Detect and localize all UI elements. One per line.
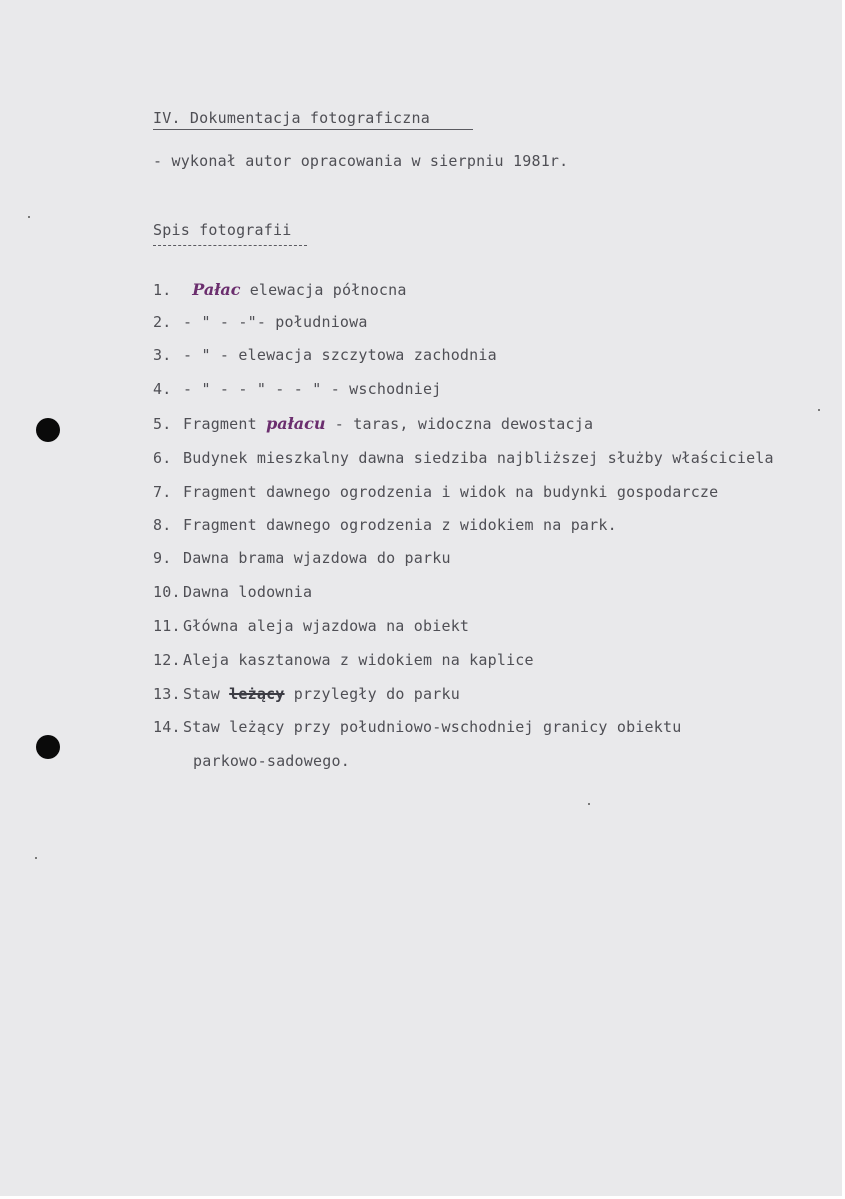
list-item-number: 1. [153, 281, 172, 299]
list-item-number: 8. [153, 516, 172, 534]
list-item [153, 380, 441, 398]
list-item [153, 346, 497, 364]
list-item-number: 4. [153, 380, 172, 398]
list-item-prefix: Staw [183, 685, 230, 703]
list-item-text: - " - - " - - " - wschodniej [183, 380, 442, 398]
list-item-number: 12. [153, 651, 181, 669]
list-item [153, 280, 407, 299]
list-item-text: - " - elewacja szczytowa zachodnia [183, 346, 497, 364]
list-item-text: Fragment dawnego ogrodzenia z widokiem na park. [183, 516, 617, 534]
list-item-prefix [183, 281, 192, 299]
list-item-text: Staw leżący przy południowo-wschodniej granicy obiektu [183, 718, 682, 736]
intro-line: - wykonał autor opracowania w sierpniu 1981r. [153, 152, 569, 170]
list-item [153, 414, 593, 433]
paper-speck [818, 409, 820, 411]
section-heading-underline [153, 129, 473, 130]
list-item [153, 549, 451, 567]
list-item [153, 718, 681, 736]
list-item-text: - " - -"- południowa [183, 313, 368, 331]
paper-speck [28, 216, 30, 218]
list-item-prefix: Fragment [183, 415, 267, 433]
section-heading: IV. Dokumentacja fotograficzna [153, 109, 430, 127]
list-item [153, 516, 617, 534]
punch-hole-bottom [36, 735, 60, 759]
list-item-text: - taras, widoczna dewostacja [325, 415, 594, 433]
list-item [153, 583, 312, 601]
list-item [153, 483, 718, 501]
list-item-text: Dawna lodownia [183, 583, 313, 601]
list-item-number: 6. [153, 449, 172, 467]
handwritten-correction: Pałac [192, 280, 241, 299]
list-item [153, 651, 534, 669]
list-item-number: 7. [153, 483, 172, 501]
list-item-text: Dawna brama wjazdowa do parku [183, 549, 451, 567]
list-item-text: Budynek mieszkalny dawna siedziba najbliższej służby właściciela [183, 449, 774, 467]
list-item-number: 2. [153, 313, 172, 331]
list-item-number: 13. [153, 685, 181, 703]
list-item-text: Aleja kasztanowa z widokiem na kaplice [183, 651, 534, 669]
struck-out-word: leżący [229, 685, 285, 703]
list-item-text: Główna aleja wjazdowa na obiekt [183, 617, 470, 635]
list-item-text: przyległy do parku [284, 685, 460, 703]
punch-hole-top [36, 418, 60, 442]
list-item [153, 617, 469, 635]
list-item-continuation: parkowo-sadowego. [193, 752, 350, 770]
list-item-number: 9. [153, 549, 172, 567]
list-item-number: 5. [153, 415, 172, 433]
list-item-number: 14. [153, 718, 181, 736]
paper-speck [35, 857, 37, 859]
list-item-number: 3. [153, 346, 172, 364]
paper-speck [588, 803, 590, 805]
list-item [153, 685, 460, 703]
list-item-number: 10. [153, 583, 181, 601]
list-item [153, 449, 774, 467]
list-item-text: Fragment dawnego ogrodzenia i widok na budynki gospodarcze [183, 483, 719, 501]
handwritten-correction: pałacu [266, 414, 326, 433]
list-item-number: 11. [153, 617, 181, 635]
photo-list-title: Spis fotografii [153, 221, 292, 239]
list-item [153, 313, 368, 331]
list-item-text: elewacja północna [240, 281, 407, 299]
photo-list-title-underline [153, 245, 307, 246]
